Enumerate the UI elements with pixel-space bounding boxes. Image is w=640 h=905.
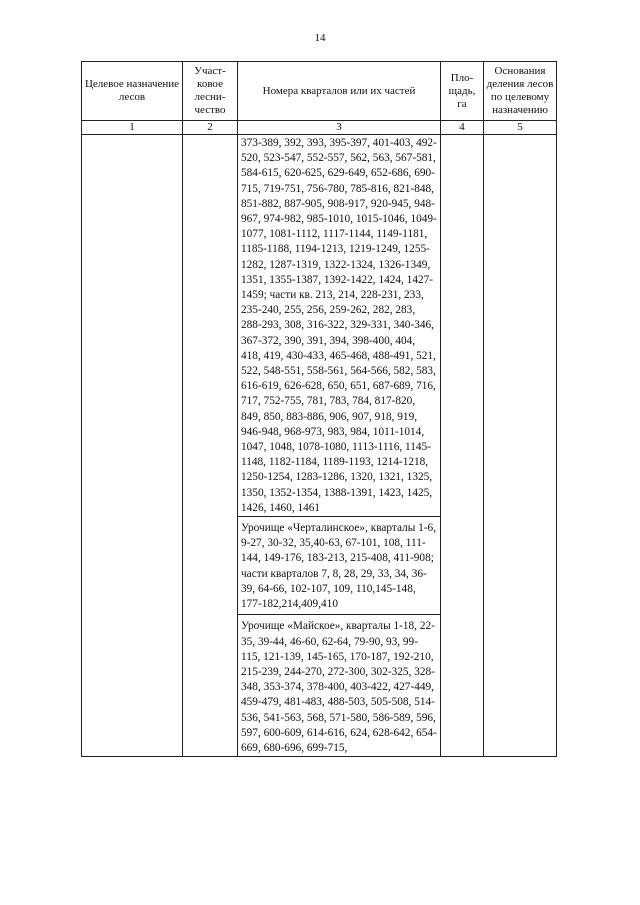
header-quarters: Номера кварталов или их частей	[238, 62, 441, 121]
district-cell	[183, 135, 238, 757]
quarters-list-maiskoe: Урочище «Майское», кварталы 1-18, 22-35, 39-44, 46-60, 62-64, 79-90, 93, 99-115, 121-139, 145-165, 170-187, 192-210, 215-239, 244-270, 272-300, 302-325, 328-348, 353-374, 378-400, 403-422, 427-449, 459-479, 481-483, 488-503, 505-508, 514-536, 541-563, 568, 571-580, 586-589, 596, 597, 600-609, 614-616, 624, 628-642, 654-669, 680-696, 699-715,	[241, 620, 437, 754]
header-basis: Основания деления лесов по целевому назначению	[484, 62, 557, 121]
area-cell	[441, 135, 484, 757]
page-number: 14	[314, 32, 326, 44]
quarters-cell	[238, 615, 441, 757]
header-purpose: Целевое назначение лесов	[82, 62, 183, 121]
header-row	[82, 62, 557, 121]
forest-quarters-table	[81, 61, 557, 757]
basis-cell	[484, 135, 557, 757]
quarters-list-block-1: 373-389, 392, 393, 395-397, 401-403, 492-520, 523-547, 552-557, 562, 563, 567-581, 584-615, 620-625, 629-649, 652-686, 690-715, 719-751, 756-780, 785-816, 821-848, 851-882, 887-905, 908-917, 920-945, 948-967, 974-982, 985-1010, 1015-1046, 1049-1077, 1081-1112, 1117-1144, 1149-1181, 1185-1188, 1194-1213, 1219-1249, 1255-1282, 1287-1319, 1322-1324, 1326-1349, 1351, 1355-1387, 1392-1422, 1424, 1427-1459; части кв. 213, 214, 228-231, 233, 235-240, 255, 256, 259-262, 282, 283, 288-293, 308, 316-322, 329-331, 340-346, 367-372, 390, 391, 394, 398-400, 404, 418, 419, 430-433, 465-468, 488-491, 521, 522, 548-551, 558-561, 564-566, 582, 583, 616-619, 626-628, 650, 651, 687-689, 716, 717, 752-755, 781, 783, 784, 817-820, 849, 850, 883-886, 906, 907, 918, 919, 946-948, 968-973, 983, 984, 1011-1014, 1047, 1048, 1078-1080, 1113-1116, 1145-1148, 1182-1184, 1189-1193, 1214-1218, 1250-1254, 1283-1286, 1320, 1321, 1325, 1350, 1352-1354, 1388-1391, 1423, 1425, 1426, 1460, 1461	[241, 137, 437, 514]
column-number: 4	[441, 121, 484, 135]
header-area: Пло-щадь, га	[441, 62, 484, 121]
quarters-cell	[238, 135, 441, 517]
purpose-cell	[82, 135, 183, 757]
quarters-list-chertalinskoe: Урочище «Черталинское», кварталы 1-6, 9-27, 30-32, 35,40-63, 67-101, 108, 111-144, 149-176, 183-213, 215-408, 411-908; части кварталов 7, 8, 28, 29, 33, 34, 36-39, 64-66, 102-107, 109, 110,145-148, 177-182,214,409,410	[241, 522, 437, 611]
table-row	[82, 135, 557, 517]
column-number: 1	[82, 121, 183, 135]
column-number: 5	[484, 121, 557, 135]
column-number: 3	[238, 121, 441, 135]
column-number: 2	[183, 121, 238, 135]
column-number-row	[82, 121, 557, 135]
header-district: Участ-ковое лесни-чество	[183, 62, 238, 121]
quarters-cell	[238, 517, 441, 615]
